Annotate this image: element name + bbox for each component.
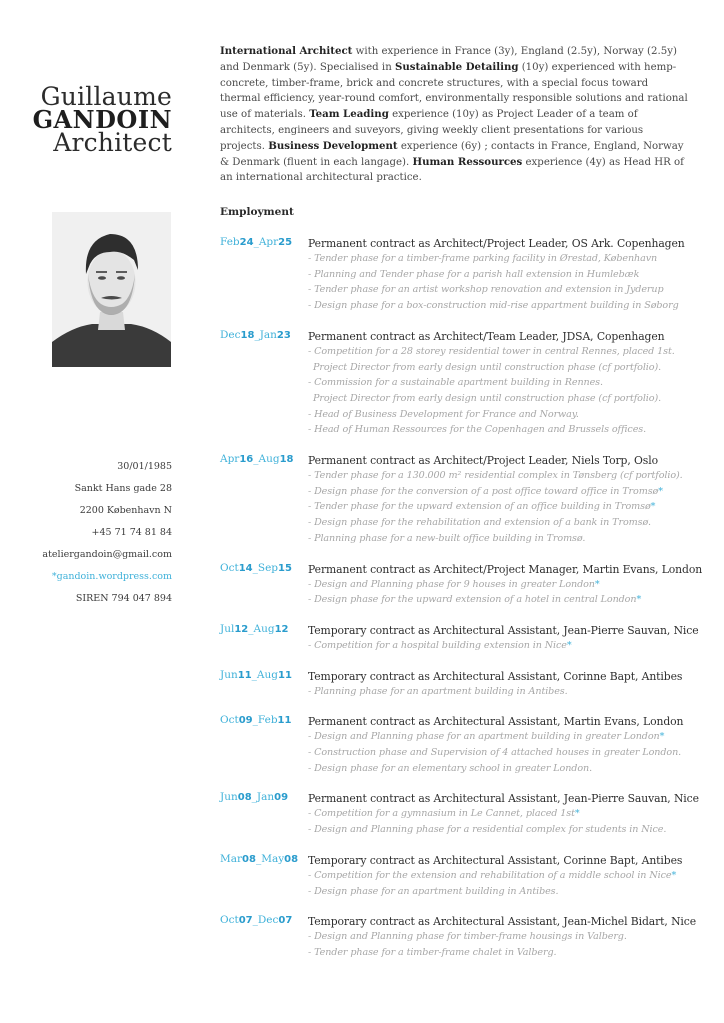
end-month: Jan — [259, 328, 277, 341]
end-month: Sep — [257, 561, 279, 574]
end-month: May — [261, 852, 285, 865]
portfolio-star-icon: * — [566, 639, 572, 651]
project-line — [308, 577, 700, 593]
start-month: Mar — [220, 852, 243, 865]
project-line — [308, 391, 700, 407]
project-text: - Design and Planning phase for timber-frame housings in Valberg. — [308, 931, 627, 943]
start-year: 14 — [238, 562, 253, 574]
employment-entry — [220, 453, 700, 547]
portfolio-star-icon: * — [594, 578, 600, 590]
date-separator: _ — [255, 852, 262, 865]
project-line — [308, 344, 700, 360]
project-text: - Design phase for an elementary school in greater London. — [308, 762, 593, 774]
website-link[interactable]: *gandoin.wordpress.com — [51, 571, 172, 582]
name-block — [32, 82, 172, 157]
project-line — [308, 684, 700, 700]
start-month: Apr — [220, 453, 240, 466]
project-line — [308, 375, 700, 391]
employment-entry — [220, 714, 700, 776]
employment-title: Permanent contract as Architect/Project Leader, Niels Torp, Oslo — [308, 454, 658, 468]
job-title: Architect — [53, 128, 172, 157]
birthdate: 30/01/1985 — [117, 461, 172, 472]
summary-keyword: Team Leading — [309, 108, 389, 121]
project-text: - Planning phase for a new-built office building in Tromsø. — [308, 532, 586, 544]
start-month: Jun — [220, 668, 238, 681]
project-line — [308, 251, 700, 267]
employment-entry — [220, 669, 700, 700]
project-text: - Construction phase and Supervision of 4 attached houses in greater London. — [308, 747, 682, 759]
project-text: - Design phase for the rehabilitation and extension of a bank in Tromsø. — [308, 517, 651, 529]
date-separator: _ — [251, 791, 257, 804]
end-year: 23 — [276, 329, 291, 341]
employment-list — [220, 236, 703, 976]
project-text: - Design and Planning phase for 9 houses in greater London — [308, 578, 595, 590]
project-line — [308, 592, 700, 608]
employment-title: Permanent contract as Architectural Assistant, Jean-Pierre Sauvan, Nice — [308, 792, 699, 806]
summary-text: with experience in France (3y), England (2.5y), Norway (2.5y) and Denmark (5y). Specialised in — [220, 46, 677, 73]
project-text: - Head of Business Development for France and Norway. — [308, 408, 579, 420]
end-year: 12 — [274, 623, 289, 635]
employment-dates — [220, 791, 288, 803]
project-text: - Competition for a 28 storey residential tower in central Rennes, placed 1st. — [308, 345, 675, 357]
project-line — [308, 884, 700, 900]
start-year: 24 — [239, 237, 254, 248]
start-year: 08 — [237, 792, 252, 804]
project-line — [308, 729, 700, 745]
start-month: Oct — [220, 914, 239, 927]
summary-text: experience (10y) as Project Leader of a team of architects, engineers and suveyors, giving weekly client presentations for various projects. — [220, 109, 644, 152]
employment-title: Permanent contract as Architect/Team Leader, JDSA, Copenhagen — [308, 329, 665, 343]
portfolio-star-icon: * — [659, 731, 665, 743]
project-line — [308, 360, 700, 376]
date-separator: _ — [251, 668, 257, 681]
end-month: Jan — [256, 791, 275, 804]
start-month: Jul — [220, 622, 235, 635]
project-text: - Tender phase for a timber-frame parking facility in Ørestad, København — [308, 253, 658, 264]
end-month: Aug — [256, 668, 278, 681]
project-text: - Design and Planning phase for an apartment building in greater London — [308, 731, 660, 743]
email-address[interactable]: ateliergandoin@gmail.com — [42, 549, 172, 560]
project-text: - Design phase for an apartment building in Antibes. — [308, 885, 559, 897]
address-street: Sankt Hans gade 28 — [74, 483, 172, 494]
end-year: 25 — [278, 237, 293, 248]
project-line — [308, 267, 700, 283]
employment-title: Temporary contract as Architectural Assistant, Jean-Michel Bidart, Nice — [308, 915, 697, 929]
project-line — [308, 929, 700, 945]
employment-entry — [220, 236, 700, 314]
start-year: 16 — [239, 454, 254, 466]
end-year: 11 — [277, 715, 292, 727]
summary-text: experience (6y) ; contacts in France, England, Norway & Denmark (fluent in each langage). — [220, 140, 684, 168]
date-separator: _ — [252, 914, 258, 927]
project-line — [308, 945, 700, 961]
summary-keyword: Business Development — [268, 139, 398, 152]
employment-dates — [220, 329, 291, 341]
project-line — [308, 806, 700, 822]
project-text: - Tender phase for a 130.000 m² residential complex in Tønsberg (cf portfolio). — [308, 470, 683, 482]
employment-title: Temporary contract as Architectural Assistant, Corinne Bapt, Antibes — [308, 853, 683, 867]
employment-entry — [220, 329, 700, 438]
date-separator: _ — [252, 561, 258, 574]
employment-dates — [220, 453, 294, 465]
employment-entry — [220, 791, 700, 837]
employment-dates — [220, 853, 298, 865]
portfolio-star-icon: * — [636, 594, 642, 606]
contact-info — [42, 456, 172, 610]
profile-summary — [220, 44, 690, 186]
project-line — [308, 298, 700, 314]
portrait-photo — [52, 212, 171, 367]
last-name: GANDOIN — [32, 105, 172, 134]
project-text: - Competition for the extension and rehabilitation of a middle school in Nice — [308, 869, 672, 881]
employment-dates — [220, 623, 289, 635]
portfolio-star-icon: * — [574, 808, 580, 820]
end-month: Feb — [257, 714, 278, 727]
employment-title: Permanent contract as Architectural Assistant, Martin Evans, London — [308, 715, 684, 729]
end-year: 08 — [284, 853, 299, 865]
employment-entry — [220, 623, 700, 654]
phone-number: +45 71 74 81 84 — [91, 527, 172, 538]
start-month: Oct — [220, 714, 239, 727]
end-year: 07 — [278, 915, 293, 927]
start-year: 08 — [242, 853, 256, 865]
project-text: - Tender phase for an artist workshop renovation and extension in Jyderup — [308, 284, 664, 296]
portfolio-star-icon: * — [650, 501, 656, 513]
start-year: 12 — [234, 623, 249, 635]
project-text: - Competition for a gymnasium in Le Cannet, placed 1st — [308, 808, 575, 820]
project-line — [308, 499, 700, 515]
summary-text: experience (4y) as Head HR of an international architectural practice. — [220, 156, 684, 184]
end-year: 09 — [274, 792, 289, 804]
project-text: - Competition for a hospital building extension in Nice — [308, 639, 567, 651]
project-text: - Design phase for the conversion of a post office toward office in Tromsø — [308, 485, 659, 497]
end-year: 18 — [279, 454, 294, 466]
project-text: - Planning phase for an apartment building in Antibes. — [308, 685, 568, 697]
portrait-illustration — [52, 212, 171, 367]
start-year: 09 — [238, 715, 253, 727]
summary-keyword: International Architect — [220, 45, 353, 57]
start-month: Feb — [220, 236, 240, 248]
date-separator: _ — [252, 714, 258, 727]
employment-title: Permanent contract as Architect/Project Leader, OS Ark. Copenhagen — [308, 237, 685, 250]
end-month: Dec — [257, 914, 279, 927]
siren-number: SIREN 794 047 894 — [75, 593, 172, 604]
employment-title: Permanent contract as Architect/Project Manager, Martin Evans, London — [308, 562, 703, 576]
end-month: Aug — [253, 622, 275, 635]
project-line — [308, 761, 700, 777]
employment-entry — [220, 561, 703, 608]
employment-entry — [220, 853, 700, 899]
project-text: - Design and Planning phase for a residential complex for students in Nice. — [308, 824, 667, 836]
project-text: Project Director from early design until construction phase (cf portfolio). — [313, 361, 662, 373]
date-separator: _ — [253, 236, 259, 248]
start-month: Oct — [220, 561, 239, 574]
project-line — [308, 638, 700, 654]
first-name: Guillaume — [40, 82, 172, 111]
project-line — [308, 822, 700, 838]
project-text: - Commission for a sustainable apartment building in Rennes. — [308, 377, 603, 389]
date-separator: _ — [253, 453, 259, 466]
project-text: - Design phase for a box-construction mid-rise appartment building in Søborg — [308, 300, 679, 312]
project-text: - Head of Human Ressources for the Copenhagen and Brussels offices. — [308, 424, 647, 436]
project-text: Project Director from early design until construction phase (cf portfolio). — [313, 392, 662, 404]
portfolio-star-icon: * — [658, 485, 663, 497]
start-year: 18 — [240, 329, 255, 341]
project-text: - Tender phase for a timber-frame chalet in Valberg. — [308, 946, 557, 958]
portfolio-star-icon: * — [671, 869, 677, 881]
end-year: 15 — [278, 562, 292, 574]
employment-dates — [220, 669, 292, 681]
employment-dates — [220, 914, 292, 926]
project-line — [308, 484, 700, 500]
employment-dates — [220, 562, 292, 574]
summary-keyword: Human Ressources — [412, 155, 523, 168]
project-line — [308, 515, 700, 531]
date-separator: _ — [254, 328, 260, 341]
project-line — [308, 407, 700, 423]
address-city: 2200 København N — [79, 505, 172, 516]
start-month: Dec — [220, 328, 241, 341]
employment-heading: Employment — [220, 206, 294, 218]
project-line — [308, 868, 700, 884]
end-month: Aug — [258, 453, 280, 466]
end-year: 11 — [277, 669, 292, 681]
end-month: Apr — [258, 236, 279, 248]
start-year: 11 — [237, 669, 252, 681]
project-text: - Design phase for the upward extension of a hotel in central London — [308, 594, 637, 606]
employment-entry — [220, 914, 700, 960]
date-separator: _ — [248, 622, 254, 635]
summary-text: (10y) experienced with hemp-concrete, timber-frame, brick and concrete structures, with a special focus toward thermal efficiency, year-round comfort, environmentally responsible solutions and rational use of materials. — [220, 61, 688, 121]
project-line — [308, 468, 700, 484]
employment-dates — [220, 236, 292, 248]
summary-keyword: Sustainable Detailing — [395, 60, 519, 73]
employment-dates — [220, 714, 291, 726]
start-year: 07 — [238, 915, 253, 927]
project-line — [308, 282, 700, 298]
project-line — [308, 745, 700, 761]
start-month: Jun — [220, 791, 238, 804]
project-text: - Tender phase for the upward extension of an office building in Tromsø — [308, 501, 651, 513]
project-line — [308, 531, 700, 547]
project-text: - Planning and Tender phase for a parish hall extension in Humlebæk — [308, 268, 640, 280]
project-line — [308, 422, 700, 438]
employment-title: Temporary contract as Architectural Assistant, Corinne Bapt, Antibes — [308, 669, 683, 683]
employment-title: Temporary contract as Architectural Assistant, Jean-Pierre Sauvan, Nice — [308, 623, 699, 637]
